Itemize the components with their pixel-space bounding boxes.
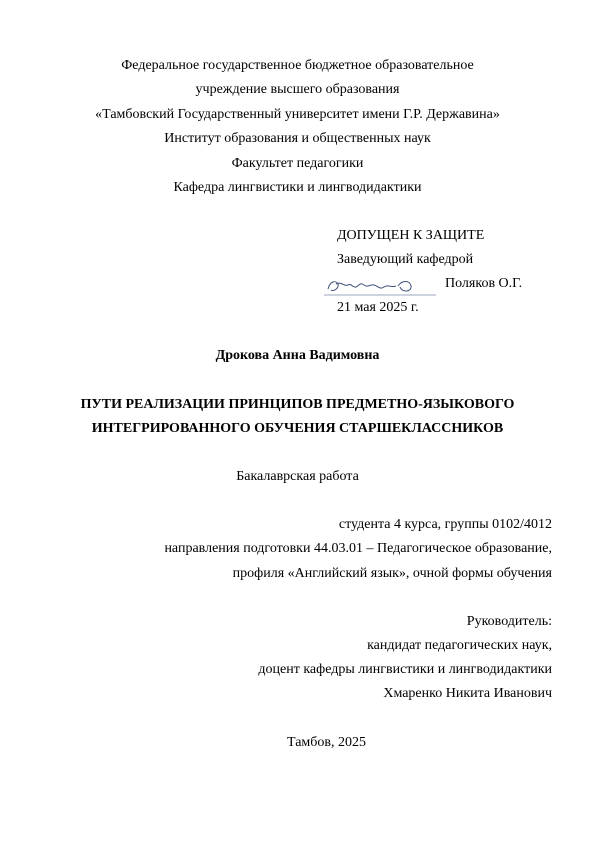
approval-heading: ДОПУЩЕН К ЗАЩИТЕ — [337, 228, 485, 243]
supervisor-degree: кандидат педагогических наук, — [367, 638, 552, 653]
institution-line-1: Федеральное государственное бюджетное образовательное — [121, 58, 474, 73]
approval-role: Заведующий кафедрой — [337, 252, 474, 267]
place-year: Тамбов, 2025 — [287, 735, 367, 750]
signature-image — [322, 275, 438, 297]
institution-line-2: учреждение высшего образования — [195, 82, 400, 97]
student-info-line-3: профиля «Английский язык», очной формы обучения — [232, 566, 552, 581]
department-name: Кафедра лингвистики и лингводидактики — [173, 180, 422, 195]
approval-date: 21 мая 2025 г. — [337, 300, 419, 315]
thesis-title-line-1: ПУТИ РЕАЛИЗАЦИИ ПРИНЦИПОВ ПРЕДМЕТНО-ЯЗЫКОВОГО — [80, 397, 515, 412]
approver-name: Поляков О.Г. — [445, 276, 523, 291]
supervisor-name: Хмаренко Никита Иванович — [383, 686, 552, 701]
supervisor-label: Руководитель: — [466, 614, 552, 629]
student-info-line-1: студента 4 курса, группы 0102/4012 — [338, 517, 552, 532]
thesis-title-line-2: ИНТЕГРИРОВАННОГО ОБУЧЕНИЯ СТАРШЕКЛАССНИКОВ — [91, 421, 504, 436]
author-name: Дрокова Анна Вадимовна — [215, 348, 380, 363]
work-type: Бакалаврская работа — [236, 469, 359, 484]
supervisor-position: доцент кафедры лингвистики и лингводидактики — [258, 662, 552, 677]
signature-stroke — [328, 282, 411, 292]
faculty-name: Факультет педагогики — [231, 156, 364, 171]
student-info-line-2: направления подготовки 44.03.01 – Педагогическое образование, — [164, 541, 552, 556]
institute-name: Институт образования и общественных наук — [164, 131, 431, 146]
institution-line-3: «Тамбовский Государственный университет имени Г.Р. Державина» — [95, 107, 500, 122]
